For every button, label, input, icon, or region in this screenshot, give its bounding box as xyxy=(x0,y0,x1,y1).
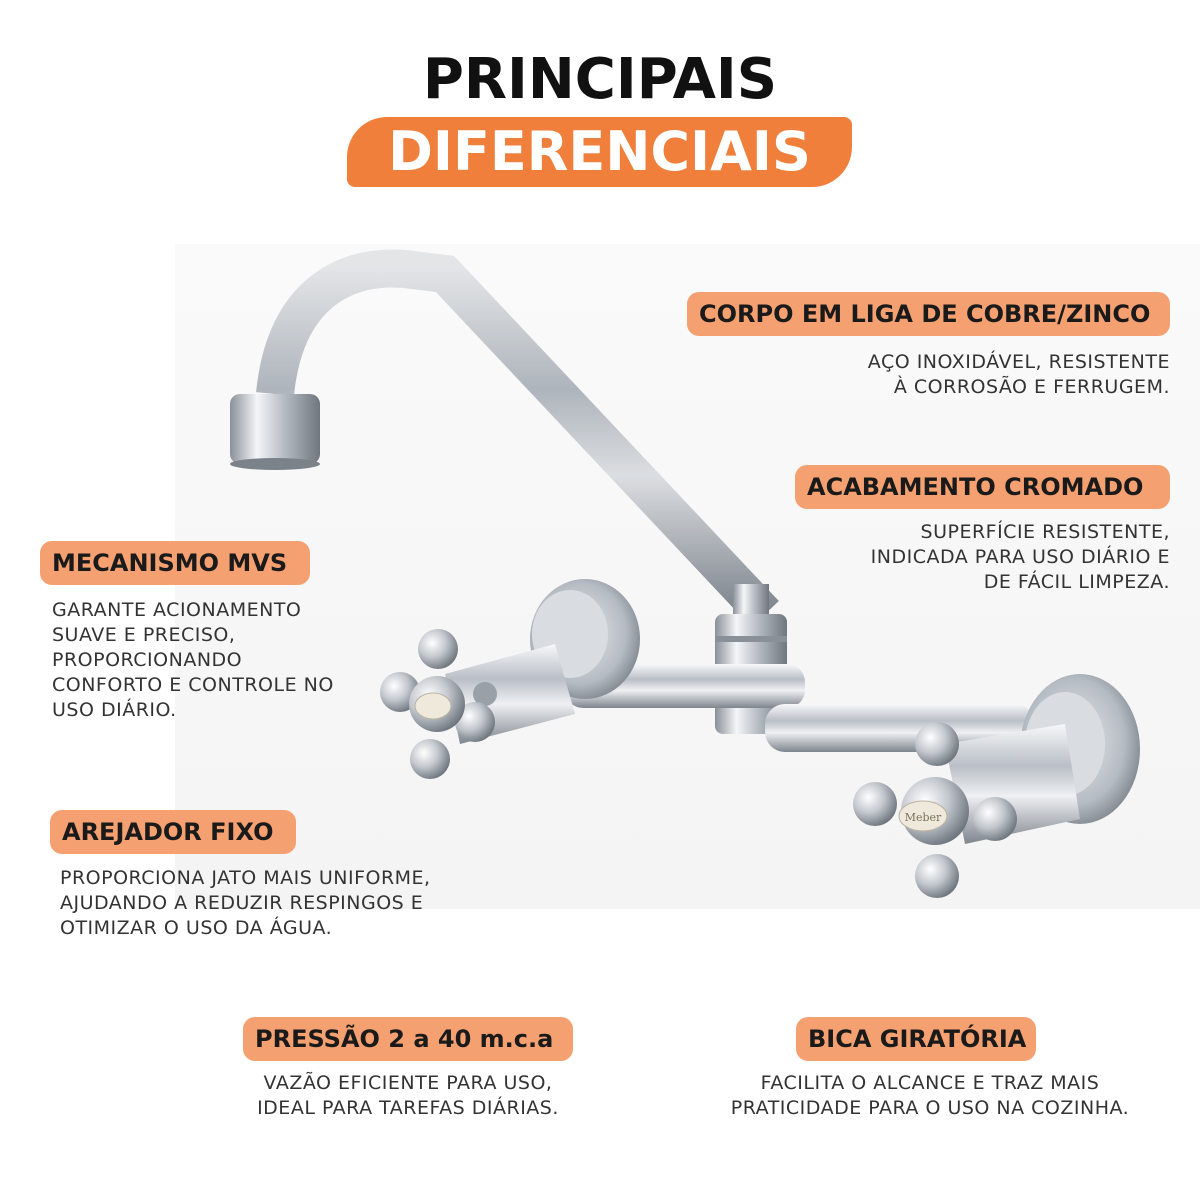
desc-line: SUPERFÍCIE RESISTENTE, xyxy=(920,521,1170,543)
desc-line: CONFORTO E CONTROLE NO xyxy=(52,674,334,696)
feature-tag-pressao: PRESSÃO 2 a 40 m.c.a xyxy=(243,1017,573,1061)
feature-tag-arejador: AREJADOR FIXO xyxy=(50,810,296,854)
desc-line: PRATICIDADE PARA O USO NA COZINHA. xyxy=(730,1097,1130,1119)
feature-tag-corpo: CORPO EM LIGA DE COBRE/ZINCO xyxy=(687,292,1170,336)
feature-desc-pressao xyxy=(218,1071,598,1121)
feature-desc-mecanismo xyxy=(52,598,334,723)
desc-line: INDICADA PARA USO DIÁRIO E xyxy=(870,546,1170,568)
desc-line: OTIMIZAR O USO DA ÁGUA. xyxy=(60,917,333,939)
desc-line: À CORROSÃO E FERRUGEM. xyxy=(893,376,1170,398)
handle-left xyxy=(380,629,495,779)
desc-line: PROPORCIONANDO xyxy=(52,649,243,671)
desc-line: DE FÁCIL LIMPEZA. xyxy=(983,571,1170,593)
feature-desc-bica xyxy=(700,1071,1160,1121)
desc-line: FACILITA O ALCANCE E TRAZ MAIS xyxy=(760,1072,1100,1094)
feature-desc-acabamento xyxy=(871,520,1170,595)
desc-line: USO DIÁRIO. xyxy=(52,699,177,721)
desc-line: VAZÃO EFICIENTE PARA USO, xyxy=(263,1072,553,1094)
desc-line: IDEAL PARA TAREFAS DIÁRIAS. xyxy=(257,1097,559,1119)
page-title: PRINCIPAIS xyxy=(422,47,778,112)
feature-tag-bica: BICA GIRATÓRIA xyxy=(796,1017,1036,1061)
desc-line: GARANTE ACIONAMENTO xyxy=(52,599,302,621)
brand-mark: Meber xyxy=(904,811,942,824)
title-highlight-pill xyxy=(347,117,852,187)
aerator-part xyxy=(230,394,320,464)
desc-line: AJUDANDO A REDUZIR RESPINGOS E xyxy=(60,892,424,914)
desc-line: AÇO INOXIDÁVEL, RESISTENTE xyxy=(867,351,1170,373)
desc-line: SUAVE E PRECISO, xyxy=(52,624,236,646)
page-subtitle: DIFERENCIAIS xyxy=(388,120,811,183)
desc-line: PROPORCIONA JATO MAIS UNIFORME, xyxy=(60,867,431,889)
feature-tag-acabamento: ACABAMENTO CROMADO xyxy=(795,465,1170,509)
feature-tag-mecanismo: MECANISMO MVS xyxy=(40,541,310,585)
feature-desc-corpo xyxy=(868,350,1170,400)
feature-desc-arejador xyxy=(60,866,431,941)
